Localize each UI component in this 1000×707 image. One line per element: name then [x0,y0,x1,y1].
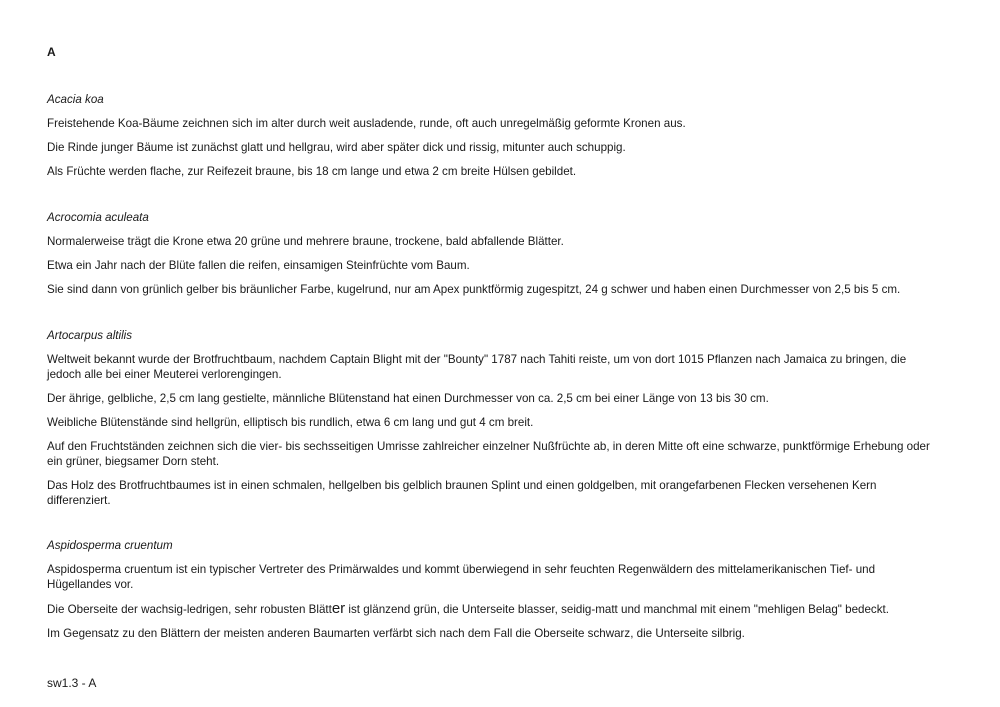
paragraph: Etwa ein Jahr nach der Blüte fallen die reifen, einsamigen Steinfrüchte vom Baum. [47,259,470,272]
paragraph: Auf den Fruchtständen zeichnen sich die vier- bis sechsseitigen Umrisse zahlreicher einzelner Nußfrüchte ab, in deren Mitte oft eine schwarze, punktförmige Erhebung oder ein grüner, biegsamer Dorn steht. [47,440,930,468]
paragraph: Normalerweise trägt die Krone etwa 20 grüne und mehrere braune, trockene, bald abfallende Blätter. [47,235,564,248]
species-name: Acacia koa [47,93,104,106]
section-letter: A [47,45,56,59]
species-name: Acrocomia aculeata [47,211,149,224]
entry-aspidosperma-cruentum [47,538,937,650]
paragraph: Die Rinde junger Bäume ist zunächst glatt und hellgrau, wird aber später dick und rissig, mitunter auch schuppig. [47,141,626,154]
paragraph: Sie sind dann von grünlich gelber bis bräunlicher Farbe, kugelrund, nur am Apex punktförmig zugespitzt, 24 g schwer und haben einen Durchmesser von 2,5 bis 5 cm. [47,283,901,296]
page-footer: sw1.3 - A [47,676,97,690]
entry-acacia-koa [47,92,937,188]
entry-acrocomia-aculeata [47,210,937,306]
species-name: Aspidosperma cruentum [47,539,173,552]
paragraph [47,601,937,617]
paragraph: Als Früchte werden flache, zur Reifezeit braune, bis 18 cm lange und etwa 2 cm breite Hülsen gebildet. [47,165,577,178]
paragraph: Aspidosperma cruentum ist ein typischer Vertreter des Primärwaldes und kommt überwiegend in sehr feuchten Regenwäldern des mittelamerikanischen Tief- und Hügellandes vor. [47,563,876,591]
paragraph: Weltweit bekannt wurde der Brotfruchtbaum, nachdem Captain Blight mit der "Bounty" 1787 nach Tahiti reiste, um von dort 1015 Pflanzen nach Jamaica zu bringen, die jedoch alle bei einer Meuterei verlorengingen. [47,353,907,381]
paragraph: Im Gegensatz zu den Blättern der meisten anderen Baumarten verfärbt sich nach dem Fall die Oberseite schwarz, die Unterseite silbrig. [47,627,745,640]
paragraph: Freistehende Koa-Bäume zeichnen sich im alter durch weit ausladende, runde, oft auch unregelmäßig geformte Kronen aus. [47,117,686,130]
paragraph: Der ährige, gelbliche, 2,5 cm lang gestielte, männliche Blütenstand hat einen Durchmesser von ca. 2,5 cm bei einer Länge von 13 bis 30 cm. [47,392,769,405]
paragraph: Weibliche Blütenstände sind hellgrün, elliptisch bis rundlich, etwa 6 cm lang und gut 4 cm breit. [47,416,534,429]
text-run: ist glänzend grün, die Unterseite blasser, seidig-matt und manchmal mit einem "mehligen Belag" bedeckt. [345,603,889,616]
text-run-enlarged: er [331,600,346,617]
text-run: Die Oberseite der wachsig-ledrigen, sehr robusten Blätt [47,603,332,616]
paragraph: Das Holz des Brotfruchtbaumes ist in einen schmalen, hellgelben bis gelblich braunen Splint und einen goldgelben, mit orangefarbenen Flecken versehenen Kern differenziert. [47,479,877,507]
entry-artocarpus-altilis [47,328,937,517]
species-name: Artocarpus altilis [47,329,133,342]
